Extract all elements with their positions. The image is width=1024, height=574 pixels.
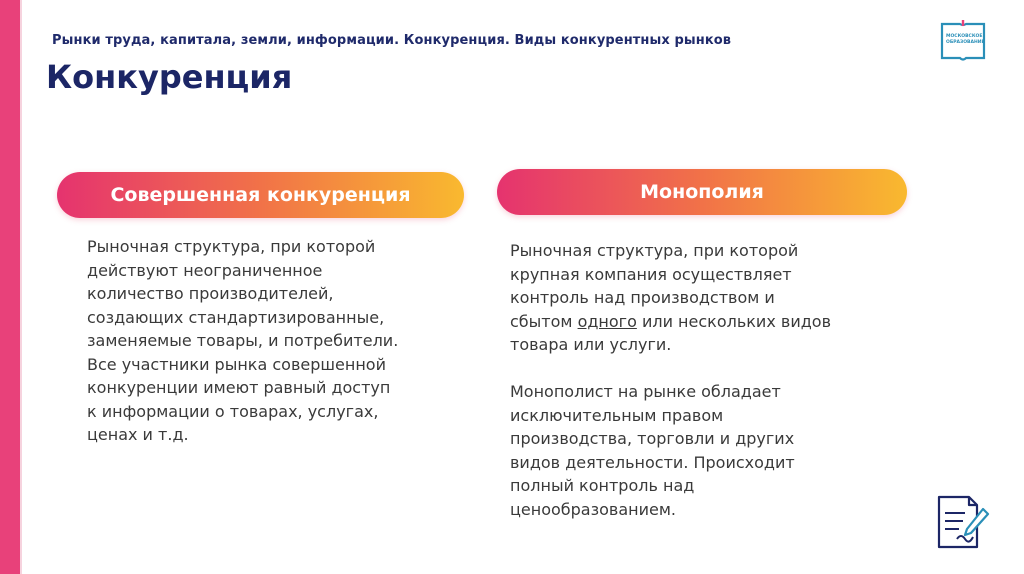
definition-line: Рыночная структура, при которой (510, 241, 799, 260)
description-line: полный контроль над (510, 476, 695, 495)
definition-line: создающих стандартизированные, (87, 307, 385, 327)
definition-line: количество производителей, (87, 284, 334, 303)
text-segment: или нескольких видов (636, 311, 831, 331)
monopolist-description (510, 380, 910, 521)
monopoly-label: Монополия (640, 181, 764, 203)
logo (938, 18, 988, 66)
perfect-competition-header (57, 172, 464, 218)
definition-line: товара или услуги. (510, 335, 672, 354)
description-line: производства, торговли и других (510, 429, 795, 448)
description-line: Монополист на рынке обладает (510, 382, 781, 401)
document-pen-icon (935, 493, 991, 551)
perfect-competition-definition (87, 235, 467, 447)
definition-line: крупная компания осуществляет (510, 264, 792, 284)
definition-line: действуют неограниченное (87, 260, 323, 280)
definition-line (510, 310, 910, 334)
monopoly-header (497, 169, 907, 215)
text-segment: сбытом (510, 311, 578, 331)
definition-line: Все участники рынка совершенной (87, 354, 386, 374)
description-line: видов деятельности. Происходит (510, 452, 795, 472)
definition-line: заменяемые товары, и потребители. (87, 331, 399, 350)
definition-line: конкуренции имеют равный доступ (87, 378, 391, 397)
logo-text: МОСКОВСКОЕ ОБРАЗОВАНИЕ (946, 34, 985, 45)
monopoly-definition (510, 239, 910, 357)
perfect-competition-label: Совершенная конкуренция (110, 184, 411, 206)
breadcrumb: Рынки труда, капитала, земли, информации. Конкуренция. Виды конкурентных рынков (52, 33, 732, 48)
description-line: исключительным правом (510, 405, 724, 425)
definition-line: к информации о товарах, услугах, (87, 401, 379, 421)
definition-line: ценах и т.д. (87, 425, 189, 444)
definition-line: Рыночная структура, при которой (87, 237, 376, 256)
page-title: Конкуренция (46, 58, 293, 96)
definition-line: контроль над производством и (510, 288, 775, 307)
accent-bar (0, 0, 20, 574)
edge-line (20, 0, 22, 574)
underlined-word: одного (577, 311, 637, 331)
description-line: ценообразованием. (510, 499, 676, 519)
